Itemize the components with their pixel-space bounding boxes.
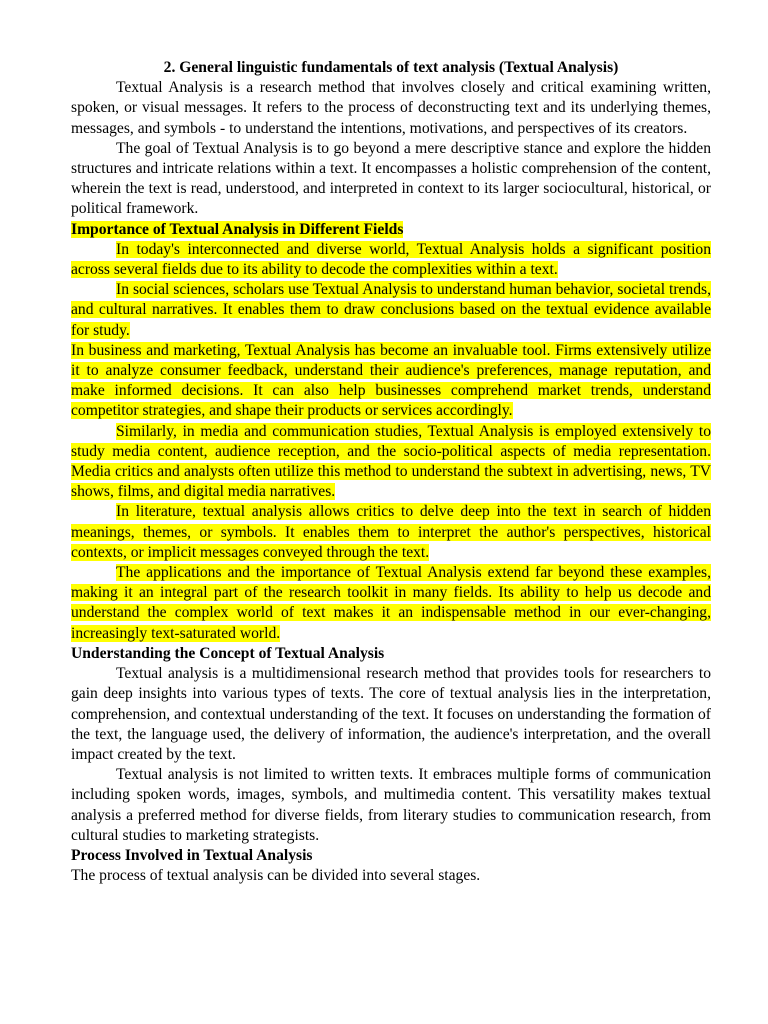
importance-heading: Importance of Textual Analysis in Different Fields bbox=[71, 220, 404, 238]
importance-paragraph-2: In social sciences, scholars use Textual Analysis to understand human behavior, societal trends, and cultural narratives. It enables them to draw conclusions based on the textual evidence available for study. bbox=[71, 281, 711, 339]
section-title: 2. General linguistic fundamentals of text analysis (Textual Analysis) bbox=[163, 59, 619, 76]
intro-paragraph-1: Textual Analysis is a research method that involves closely and critical examining written, spoken, or visual messages. It refers to the process of deconstructing text and its underlying themes, messages, and symbols - to understand the intentions, motivations, and perspectives of its creators. bbox=[71, 79, 711, 137]
importance-paragraph-3: In business and marketing, Textual Analysis has become an invaluable tool. Firms extensively utilize it to analyze consumer feedback, understand their audience's preferences, manage reputation, and make informed decisions. It can also help businesses comprehend market trends, understand competitor strategies, and shape their products or services accordingly. bbox=[71, 341, 711, 420]
concept-paragraph-1: Textual analysis is a multidimensional research method that provides tools for researchers to gain deep insights into various types of texts. The core of textual analysis lies in the interpretation, comprehension, and contextual understanding of the text. It focuses on understanding the formation of the text, the language used, the delivery of information, the audience's interpretation, and the overall impact created by the text. bbox=[71, 665, 711, 763]
importance-paragraph-5: In literature, textual analysis allows critics to delve deep into the text in search of hidden meanings, themes, or symbols. It enables them to interpret the author's perspectives, historical contexts, or implicit messages conveyed through the text. bbox=[71, 503, 711, 561]
concept-heading: Understanding the Concept of Textual Analysis bbox=[71, 644, 385, 662]
process-paragraph-1: The process of textual analysis can be divided into several stages. bbox=[71, 867, 481, 885]
importance-paragraph-1: In today's interconnected and diverse world, Textual Analysis holds a significant position across several fields due to its ability to decode the complexities within a text. bbox=[71, 240, 711, 279]
importance-paragraph-4: Similarly, in media and communication studies, Textual Analysis is employed extensively to study media content, audience reception, and the socio-political aspects of media representation. Media critics and analysts often utilize this method to understand the subtext in advertising, news, TV shows, films, and digital media narratives. bbox=[71, 422, 711, 501]
document-page bbox=[71, 58, 711, 886]
importance-paragraph-6: The applications and the importance of Textual Analysis extend far beyond these examples, making it an integral part of the research toolkit in many fields. Its ability to help us decode and understand the complex world of text makes it an indispensable method in our ever-changing, increasingly text-saturated world. bbox=[71, 564, 711, 642]
process-heading: Process Involved in Textual Analysis bbox=[71, 846, 313, 864]
intro-paragraph-2: The goal of Textual Analysis is to go beyond a mere descriptive stance and explore the hidden structures and intricate relations within a text. It encompasses a holistic comprehension of the content, wherein the text is read, understood, and interpreted in context to its larger sociocultural, historical, or political framework. bbox=[71, 139, 711, 218]
concept-paragraph-2: Textual analysis is not limited to written texts. It embraces multiple forms of communication including spoken words, images, symbols, and multimedia content. This versatility makes textual analysis a preferred method for diverse fields, from literary studies to communication research, from cultural studies to marketing strategists. bbox=[71, 766, 711, 844]
